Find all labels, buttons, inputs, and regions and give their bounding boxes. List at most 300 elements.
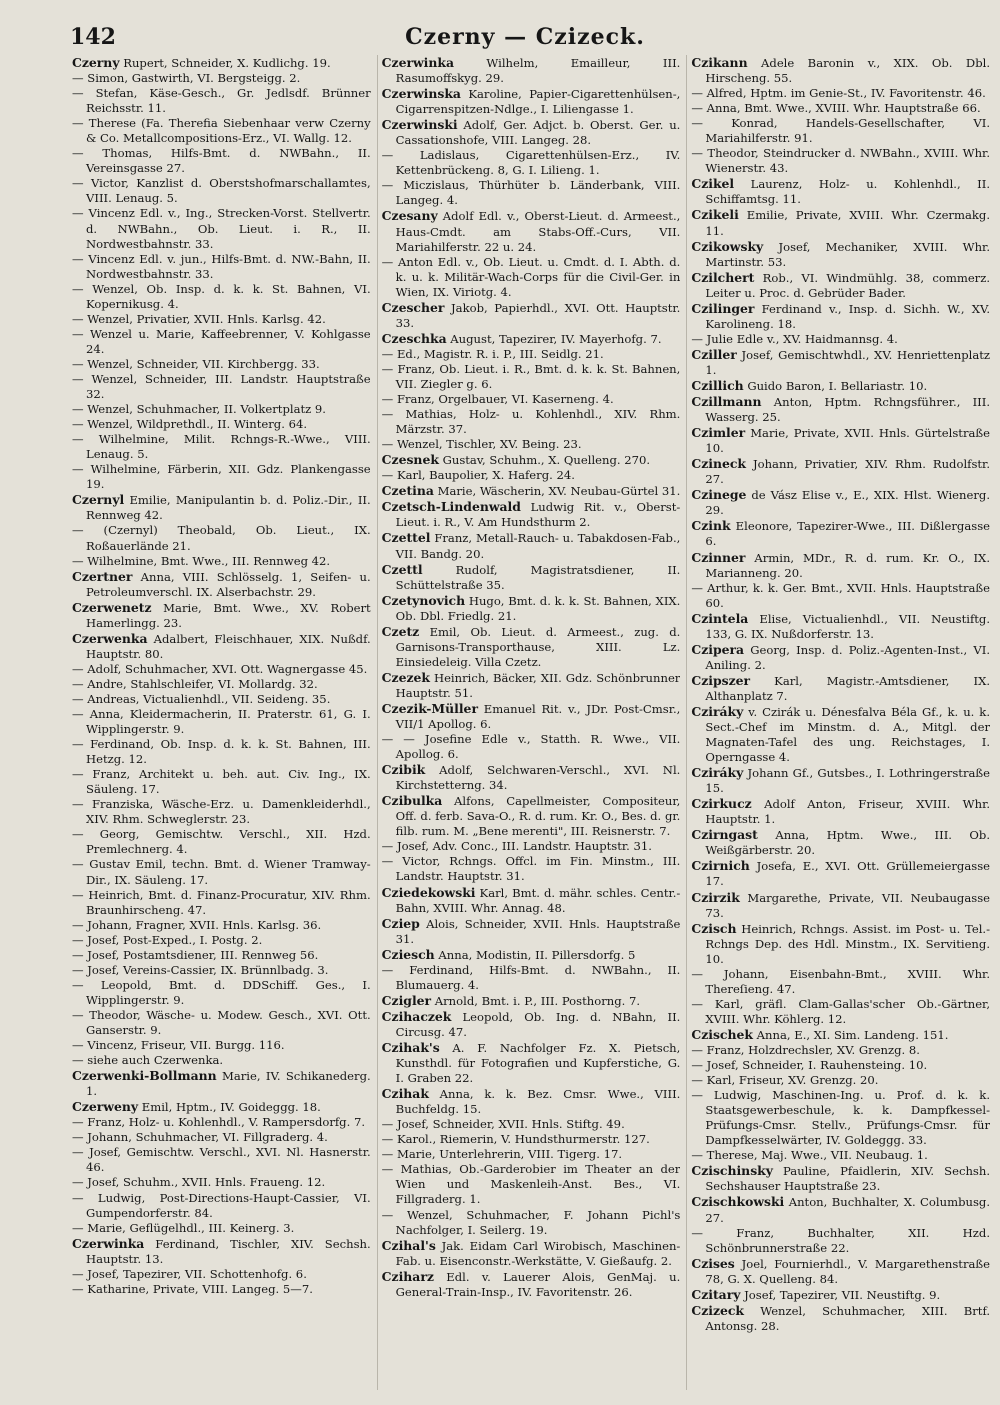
directory-entry: [382, 670, 681, 701]
directory-entry: [72, 1008, 371, 1038]
directory-entry: [691, 207, 990, 238]
entry-text: Eleonore, Tapezirer-Wwe., III. Dißlergasse 6.: [705, 519, 991, 549]
directory-entry: [382, 1162, 681, 1207]
directory-entry: [382, 1117, 681, 1132]
directory-entry: [382, 1208, 681, 1238]
entry-surname: Czetz: [381, 623, 420, 639]
directory-entry: [72, 402, 371, 417]
entry-text: Rupert, Schneider, X. Kudlichg. 19.: [123, 56, 331, 70]
directory-entry: [691, 116, 990, 146]
directory-entry: [72, 677, 371, 692]
entry-surname: Czetina: [381, 483, 434, 499]
entry-surname: Czikowsky: [691, 238, 764, 254]
entry-surname: Czernyl: [72, 492, 125, 508]
entry-text: — siehe auch Czerwenka.: [72, 1053, 224, 1068]
entry-surname: Cziep: [381, 915, 420, 931]
entry-text: — Mathias, Ob.-Garderobier im Theater an der Wien und Maskenleih-Anst. Bes., VI. Fillgraderg. 1.: [381, 1162, 681, 1207]
entry-surname: Cziedekowski: [381, 884, 476, 900]
entry-text: Guido Baron, I. Bellariastr. 10.: [747, 378, 928, 393]
entry-text: Margarethe, Private, VII. Neubaugasse 73.: [705, 890, 991, 920]
entry-text: Josef, Mechaniker, XVIII. Whr. Martinstr. 53.: [705, 239, 991, 269]
entry-text: Rudolf, Magistratsdiener, II. Schüttelstraße 35.: [395, 562, 681, 592]
entry-surname: Czettl: [381, 561, 423, 577]
entry-text: Marie, Bmt. Wwe., XV. Robert Hamerlingg. 23.: [86, 600, 371, 630]
entry-surname: Czeschka: [381, 330, 447, 346]
entry-text: — Anton Edl. v., Ob. Lieut. u. Cmdt. d. I. Abth. d. k. u. k. Militär-Wach-Corps für die Civil-Ger. in Wien, IX. Viriotg. 4.: [381, 254, 681, 299]
entry-text: Ferdinand, Tischler, XIV. Sechsh. Hauptstr. 13.: [86, 1236, 371, 1266]
entry-surname: Cziharz: [381, 1268, 434, 1284]
entry-text: — Therese, Maj. Wwe., VII. Neubaug. 1.: [691, 1148, 928, 1163]
entry-text: A. F. Nachfolger Fz. X. Pietsch, Kunsthdl. für Fotografien und Kupferstiche, G. I. Graben 22.: [395, 1041, 681, 1086]
entry-surname: Czineck: [691, 456, 746, 472]
directory-entry: [382, 392, 681, 407]
directory-entry: [382, 762, 681, 793]
page-heading: Czerny — Czizeck.: [405, 24, 645, 50]
entry-text: — Franz, Architekt u. beh. aut. Civ. Ing., IX. Säuleng. 17.: [72, 767, 371, 797]
entry-text: — Vincenz Edl. v., Ing., Strecken-Vorst. Stellvertr. d. NWBahn., Ob. Lieut. i. R., II. Nordwestbahnstr. 33.: [72, 206, 371, 251]
directory-entry: [691, 611, 990, 642]
entry-text: — Leopold, Bmt. d. DDSchiff. Ges., I. Wipplingerstr. 9.: [72, 977, 371, 1007]
directory-entry: [72, 857, 371, 887]
entry-surname: Czikeli: [691, 207, 739, 223]
entry-text: Marie, Wäscherin, XV. Neubau-Gürtel 31.: [437, 484, 681, 499]
directory-entry: [72, 631, 371, 662]
entry-text: Marie, Private, XVII. Hnls. Gürtelstraße 10.: [705, 426, 991, 456]
entry-text: — Josef, Schneider, I. Rauhensteing. 10.: [691, 1058, 928, 1073]
entry-text: — Josef, Schuhm., XVII. Hnls. Fraueng. 12.: [72, 1175, 326, 1190]
directory-entry: [382, 530, 681, 561]
entry-text: — Wenzel, Tischler, XV. Being. 23.: [381, 437, 582, 452]
directory-entry: [691, 921, 990, 967]
entry-surname: Czipszer: [691, 672, 751, 688]
entry-surname: Czescher: [381, 299, 445, 315]
directory-entry: [72, 1038, 371, 1053]
directory-entry: [691, 704, 990, 765]
entry-surname: Czerwenki-Bollmann: [72, 1068, 217, 1084]
directory-entry: [72, 417, 371, 432]
entry-surname: Czink: [691, 518, 731, 534]
directory-entry: [382, 347, 681, 362]
column-1: [72, 55, 371, 1390]
entry-text: Emilie, Private, XVIII. Whr. Czermakg. 11.: [705, 208, 991, 238]
directory-entry: [72, 737, 371, 767]
directory-entry: [72, 146, 371, 176]
directory-entry: [72, 1115, 371, 1130]
entry-text: — Anna, Bmt. Wwe., XVIII. Whr. Hauptstraße 66.: [691, 101, 981, 116]
entry-text: — Franz, Orgelbauer, VI. Kaserneng. 4.: [381, 392, 614, 407]
directory-entry: [72, 662, 371, 677]
directory-entry: [691, 1027, 990, 1043]
directory-entry: [382, 593, 681, 624]
directory-entry: [691, 550, 990, 581]
entry-text: — Ed., Magistr. R. i. P., III. Seidlg. 21.: [381, 346, 604, 361]
entry-surname: Czillich: [691, 377, 744, 393]
entry-text: Adele Baronin v., XIX. Ob. Dbl. Hirscheng. 55.: [705, 56, 991, 86]
directory-entry: [691, 487, 990, 518]
directory-entry: [382, 1040, 681, 1086]
directory-entry: [691, 239, 990, 270]
entry-text: Adolf, Ger. Adjct. b. Oberst. Ger. u. Cassationshofe, VIII. Langeg. 28.: [395, 118, 681, 148]
entry-surname: Czetsch-Lindenwald: [381, 499, 521, 515]
directory-entry: [382, 1009, 681, 1040]
entry-text: — Wenzel, Schuhmacher, II. Volkertplatz 9.: [72, 402, 326, 417]
entry-surname: Cziráky: [691, 765, 744, 781]
entry-text: Emilie, Manipulantin b. d. Poliz.-Dir., II. Rennweg 42.: [86, 493, 371, 523]
entry-text: Armin, MDr., R. d. rum. Kr. O., IX. Marianneng. 20.: [705, 550, 991, 580]
entry-text: — Anna, Kleidermacherin, II. Praterstr. 61, G. I. Wipplingerstr. 9.: [72, 707, 371, 737]
entry-text: — Johann, Fragner, XVII. Hnls. Karlsg. 36.: [72, 917, 322, 932]
entry-text: — Ferdinand, Hilfs-Bmt. d. NWBahn., II. Blumauerg. 4.: [381, 962, 681, 992]
directory-entry: [382, 499, 681, 530]
entry-text: — Johann, Eisenbahn-Bmt., XVIII. Whr. Thereſieng. 47.: [691, 966, 991, 996]
entry-text: — Wenzel, Schneider, III. Landstr. Hauptstraße 32.: [72, 371, 371, 402]
entry-surname: Czerwinka: [72, 1235, 145, 1251]
entry-text: — Ladislaus, Cigarettenhülsen-Erz., IV. Kettenbrückeng. 8, G. I. Lilieng. 1.: [381, 148, 681, 178]
directory-entry: [382, 839, 681, 854]
directory-entry: [72, 1130, 371, 1145]
entry-text: — Josef, Postamtsdiener, III. Rennweg 56.: [72, 947, 319, 962]
directory-entry: [382, 117, 681, 148]
entry-text: Arnold, Bmt. i. P., III. Posthorng. 7.: [434, 993, 641, 1008]
entry-surname: Czerweny: [72, 1099, 139, 1115]
directory-entry: [691, 301, 990, 332]
entry-text: Adolf Edl. v., Oberst-Lieut. d. Armeest., Haus-Cmdt. am Stabs-Off.-Curs, VII. Mariahilferstr. 22 u. 24.: [395, 209, 681, 254]
entry-text: — Wilhelmine, Bmt. Wwe., III. Rennweg 42.: [72, 553, 331, 568]
entry-text: — — Josefine Edle v., Statth. R. Wwe., VII. Apollog. 6.: [381, 732, 681, 762]
entry-text: — Heinrich, Bmt. d. Finanz-Procuratur, XIV. Rhm. Braunhirscheng. 47.: [72, 887, 371, 917]
entry-text: — Wenzel, Ob. Insp. d. k. k. St. Bahnen, VI. Kopernikusg. 4.: [72, 281, 371, 311]
entry-text: Gustav, Schuhm., X. Quelleng. 270.: [442, 453, 651, 468]
entry-text: — Marie, Unterlehrerin, VIII. Tigerg. 17.: [381, 1147, 623, 1162]
directory-entry: [382, 331, 681, 347]
entry-surname: Czischinsky: [691, 1163, 773, 1179]
entry-text: Leopold, Ob. Ing. d. NBahn, II. Circusg. 47.: [395, 1009, 681, 1039]
directory-entry: [72, 1221, 371, 1236]
directory-entry: [382, 1269, 681, 1300]
page-header: [70, 18, 980, 52]
entry-text: — Andreas, Victualienhdl., VII. Seideng. 35.: [72, 691, 331, 706]
entry-text: — Adolf, Schuhmacher, XVI. Ott. Wagnergasse 45.: [72, 661, 368, 676]
directory-entry: [691, 270, 990, 301]
directory-entry: [72, 1175, 371, 1190]
directory-entry: [382, 1147, 681, 1162]
entry-text: Franz, Metall-Rauch- u. Tabakdosen-Fab., VII. Bandg. 20.: [395, 531, 681, 561]
entry-text: Johann Gf., Gutsbes., I. Lothringerstraße 15.: [705, 766, 991, 796]
entry-surname: Czettel: [381, 530, 431, 546]
entry-text: — (Czernyl) Theobald, Ob. Lieut., IX. Roßauerlände 21.: [72, 523, 371, 553]
directory-entry: [691, 1226, 990, 1256]
entry-text: Alfons, Capellmeister, Compositeur, Off. d. ferb. Sava-O., R. d. rum. Kr. O., Bes. d. gr. filb. rum. M. „Bene merenti", III. Reisnerstr. 7.: [395, 794, 681, 839]
directory-entry: [72, 600, 371, 631]
directory-entry: [691, 673, 990, 704]
directory-entry: [72, 312, 371, 327]
column-3: [686, 55, 990, 1390]
entry-text: Emil, Hptm., IV. Goideggg. 18.: [141, 1100, 321, 1115]
entry-surname: Czinege: [691, 487, 747, 503]
entry-surname: Cziller: [691, 346, 737, 362]
entry-surname: Czihak: [381, 1086, 429, 1102]
directory-entry: [382, 255, 681, 300]
directory-entry: [691, 967, 990, 997]
directory-entry: [72, 357, 371, 372]
entry-surname: Czikel: [691, 176, 735, 192]
directory-entry: [72, 978, 371, 1008]
entry-surname: Czerwenka: [72, 630, 148, 646]
entry-surname: Czizeck: [691, 1302, 744, 1318]
entry-surname: Czillmann: [691, 394, 762, 410]
directory-entry: [382, 1086, 681, 1117]
entry-surname: Cziesch: [381, 946, 435, 962]
entry-text: de Vász Elise v., E., XIX. Hlst. Wienerg. 29.: [705, 488, 991, 518]
directory-entry: [72, 888, 371, 918]
entry-surname: Czesnek: [381, 452, 439, 468]
entry-text: Adolf Anton, Friseur, XVIII. Whr. Hauptstr. 1.: [705, 797, 991, 827]
directory-entry: [382, 793, 681, 839]
directory-entry: [72, 797, 371, 827]
entry-text: Wenzel, Schuhmacher, XIII. Brtf. Antonsg. 28.: [705, 1303, 991, 1333]
entry-text: — Josef, Vereins-Cassier, IX. Brünnlbadg. 3.: [72, 962, 329, 977]
entry-text: — Andre, Stahlschleifer, VI. Mollardg. 32.: [72, 676, 318, 691]
directory-entry: [691, 1303, 990, 1334]
entry-text: — Victor, Rchngs. Offcl. im Fin. Minstm., III. Landstr. Hauptstr. 31.: [381, 854, 681, 884]
directory-entry: [72, 372, 371, 402]
directory-entry: [72, 55, 371, 71]
directory-entry: [382, 300, 681, 331]
entry-surname: Czerwinska: [381, 86, 461, 102]
directory-entry: [382, 483, 681, 499]
directory-entry: [382, 86, 681, 117]
directory-entry: [72, 692, 371, 707]
directory-entry: [382, 885, 681, 916]
directory-entry: [691, 456, 990, 487]
entry-surname: Czilinger: [691, 300, 755, 316]
directory-entry: [72, 1236, 371, 1267]
directory-entry: [382, 407, 681, 437]
entry-text: Anna, E., XI. Sim. Landeng. 151.: [756, 1027, 949, 1042]
entry-text: — Vincenz Edl. v. jun., Hilfs-Bmt. d. NW.-Bahn, II. Nordwestbahnstr. 33.: [72, 251, 371, 281]
directory-entry: [382, 1132, 681, 1147]
directory-entry: [691, 642, 990, 673]
directory-entry: [691, 858, 990, 889]
entry-surname: Czimler: [691, 425, 746, 441]
entry-surname: Czitary: [691, 1286, 741, 1302]
entry-text: Marie, IV. Schikanederg. 1.: [86, 1069, 371, 1099]
directory-entry: [691, 1287, 990, 1303]
column-2: [377, 55, 681, 1390]
directory-entry: [691, 1043, 990, 1058]
directory-columns: [72, 55, 990, 1390]
entry-text: Jak. Eidam Carl Wirobisch, Maschinen-Fab. u. Eisenconstr.-Werkstätte, V. Gießaufg. 2.: [395, 1238, 681, 1268]
directory-entry: [691, 176, 990, 207]
entry-text: — Josef, Adv. Conc., III. Landstr. Hauptstr. 31.: [381, 839, 652, 854]
directory-entry: [382, 468, 681, 483]
directory-entry: [72, 948, 371, 963]
entry-text: — Karl, Friseur, XV. Grenzg. 20.: [691, 1073, 879, 1088]
entry-surname: Czerny: [72, 55, 120, 70]
directory-entry: [691, 378, 990, 394]
directory-entry: [691, 827, 990, 858]
directory-entry: [691, 1194, 990, 1225]
entry-text: Georg, Insp. d. Poliz.-Agenten-Inst., VI. Aniling. 2.: [705, 642, 991, 672]
directory-entry: [691, 890, 990, 921]
directory-entry: [72, 116, 371, 146]
entry-text: — Julie Edle v., XV. Haidmannsg. 4.: [691, 331, 898, 346]
directory-entry: [382, 854, 681, 884]
directory-entry: [691, 101, 990, 116]
entry-text: Heinrich, Rchngs. Assist. im Post- u. Tel.-Rchngs Dep. des Hdl. Minstm., IX. Servitieng. 10.: [705, 921, 991, 966]
directory-entry: [382, 701, 681, 732]
directory-entry: [72, 963, 371, 978]
entry-text: — Therese (Fa. Therefia Siebenhaar verw Czerny & Co. Metallcompositions-Erz., VI. Wallg. 12.: [72, 116, 371, 146]
entry-surname: Czinner: [691, 549, 746, 565]
directory-entry: [691, 765, 990, 796]
entry-text: — Franz, Buchhalter, XII. Hzd. Schönbrunnerstraße 22.: [691, 1225, 991, 1255]
entry-surname: Czerwinski: [381, 117, 458, 133]
entry-text: Jakob, Papierhdl., XVI. Ott. Hauptstr. 33.: [395, 300, 681, 330]
entry-text: — Wenzel, Wildprethdl., II. Winterg. 64.: [72, 417, 308, 432]
directory-entry: [72, 569, 371, 600]
directory-entry: [72, 282, 371, 312]
entry-surname: Czezek: [381, 669, 430, 685]
entry-surname: Czipera: [691, 641, 745, 657]
entry-text: Karl, Bmt. d. mähr. schles. Centr.-Bahn, XVIII. Whr. Annag. 48.: [395, 885, 681, 915]
entry-text: — Theodor, Wäsche- u. Modew. Gesch., XVI. Ott. Ganserstr. 9.: [72, 1007, 371, 1037]
entry-text: — Josef, Gemischtw. Verschl., XVI. Nl. Hasnerstr. 46.: [72, 1145, 371, 1175]
entry-surname: Czirkucz: [691, 796, 752, 812]
directory-entry: [382, 208, 681, 254]
entry-text: — Franziska, Wäsche-Erz. u. Damenkleiderhdl., XIV. Rhm. Schweglerstr. 23.: [72, 797, 371, 827]
entry-text: — Franz, Ob. Lieut. i. R., Bmt. d. k. k. St. Bahnen, VII. Ziegler g. 6.: [381, 361, 681, 391]
directory-entry: [72, 1068, 371, 1099]
entry-text: — Josef, Post-Exped., I. Postg. 2.: [72, 932, 263, 947]
entry-text: v. Czirák u. Dénesfalva Béla Gf., k. u. k. Sect.-Chef im Minstm. d. A., Mitgl. der Magnaten-Tafel des ung. Reichstages, I. Operngasse 4.: [705, 704, 991, 765]
directory-entry: [691, 1256, 990, 1287]
entry-text: Anna, Hptm. Wwe., III. Ob. Weißgärberstr. 20.: [705, 828, 991, 858]
entry-text: — Josef, Schneider, XVII. Hnls. Stiftg. 49.: [381, 1117, 625, 1132]
entry-surname: Czirzik: [691, 889, 740, 905]
entry-surname: Czises: [691, 1255, 735, 1271]
entry-text: — Ludwig, Post-Directions-Haupt-Cassier, VI. Gumpendorferstr. 84.: [72, 1190, 371, 1220]
entry-text: Wilhelm, Emailleur, III. Rasumoffskyg. 29.: [395, 56, 681, 86]
entry-text: Adalbert, Fleischhauer, XIX. Nußdf. Hauptstr. 80.: [86, 631, 371, 661]
directory-entry: [72, 918, 371, 933]
entry-text: — Marie, Geflügelhdl., III. Keinerg. 3.: [72, 1220, 295, 1235]
entry-text: — Victor, Kanzlist d. Oberstshofmarschallamtes, VIII. Lenaug. 5.: [72, 176, 371, 206]
entry-text: — Wenzel, Schuhmacher, F. Johann Pichl's Nachfolger, I. Seilerg. 19.: [381, 1207, 681, 1237]
entry-text: Anna, k. k. Bez. Cmsr. Wwe., VIII. Buchfeldg. 15.: [395, 1087, 681, 1117]
directory-entry: [382, 362, 681, 392]
directory-entry: [72, 827, 371, 857]
entry-text: Ludwig Rit. v., Oberst-Lieut. i. R., V. Am Hundsthurm 2.: [395, 500, 681, 530]
directory-entry: [382, 947, 681, 963]
entry-text: Hugo, Bmt. d. k. k. St. Bahnen, XIX. Ob. Dbl. Friedlg. 21.: [395, 593, 681, 623]
entry-text: Adolf, Selchwaren-Verschl., XVI. Nl. Kirchstetterng. 34.: [395, 763, 681, 793]
entry-surname: Czihaczek: [381, 1008, 452, 1024]
directory-entry: [382, 963, 681, 993]
entry-surname: Czerwenetz: [72, 599, 152, 615]
entry-surname: Czezik-Müller: [381, 700, 478, 716]
entry-surname: Czilchert: [691, 269, 755, 285]
directory-entry: [72, 554, 371, 569]
directory-entry: [691, 55, 990, 86]
directory-entry: [72, 1053, 371, 1068]
entry-text: — Thomas, Hilfs-Bmt. d. NWBahn., II. Vereinsgasse 27.: [72, 146, 371, 176]
directory-entry: [72, 327, 371, 357]
directory-entry: [72, 86, 371, 116]
entry-text: Josefa, E., XVI. Ott. Grüllemeiergasse 17.: [705, 859, 991, 889]
entry-text: — Alfred, Hptm. im Genie-St., IV. Favoritenstr. 46.: [691, 86, 986, 101]
entry-text: Elise, Victualienhdl., VII. Neustiftg. 133, G. IX. Nußdorferstr. 13.: [705, 611, 991, 641]
entry-surname: Czihal's: [381, 1237, 436, 1253]
directory-entry: [382, 732, 681, 762]
directory-entry: [691, 425, 990, 456]
entry-text: — Wilhelmine, Milit. Rchngs-R.-Wwe., VIII. Lenaug. 5.: [72, 432, 371, 462]
entry-text: — Ludwig, Maschinen-Ing. u. Prof. d. k. k. Staatsgewerbeschule, k. k. Dampfkessel-Prüfungs-Cmsr. Stellv., Prüfungs-Cmsr. für Dampfkesselwärter, IV. Goldeggg. 33.: [691, 1088, 991, 1148]
entry-surname: Czibulka: [381, 793, 443, 809]
entry-text: Karoline, Papier-Cigarettenhülsen-, Cigarrenspitzen-Ndlge., I. Liliengasse 1.: [395, 87, 681, 117]
entry-surname: Czesany: [381, 208, 438, 224]
directory-entry: [382, 916, 681, 947]
entry-text: Josef, Gemischtwhdl., XV. Henriettenplatz 1.: [705, 347, 991, 377]
entry-text: Heinrich, Bäcker, XII. Gdz. Schönbrunner Hauptstr. 51.: [395, 670, 681, 700]
entry-text: — Gustav Emil, techn. Bmt. d. Wiener Tramway-Dir., IX. Säuleng. 17.: [72, 857, 371, 887]
directory-entry: [72, 432, 371, 462]
entry-text: — Karol., Riemerin, V. Hundsthurmerstr. 127.: [381, 1132, 650, 1147]
directory-entry: [382, 562, 681, 593]
directory-entry: [691, 146, 990, 176]
entry-surname: Czisch: [691, 920, 737, 936]
entry-text: Pauline, Pfaidlerin, XIV. Sechsh. Sechshauser Hauptstraße 23.: [705, 1164, 991, 1194]
entry-surname: Cziráky: [691, 703, 744, 719]
directory-entry: [382, 452, 681, 468]
entry-surname: Czikann: [691, 55, 748, 70]
entry-text: — Karl, gräfl. Clam-Gallas'scher Ob.-Gärtner, XVIII. Whr. Köhlerg. 12.: [691, 996, 991, 1026]
directory-entry: [72, 462, 371, 492]
directory-entry: [72, 707, 371, 737]
entry-surname: Czischek: [691, 1026, 753, 1042]
entry-surname: Czetynovich: [381, 592, 466, 608]
directory-entry: [382, 993, 681, 1009]
page-number: 142: [70, 24, 116, 50]
entry-text: Edl. v. Lauerer Alois, GenMaj. u. General-Train-Insp., IV. Favoritenstr. 26.: [395, 1269, 681, 1299]
entry-text: — Georg, Gemischtw. Verschl., XII. Hzd. Premlechnerg. 4.: [72, 827, 371, 857]
directory-entry: [691, 1073, 990, 1088]
directory-entry: [691, 1148, 990, 1163]
entry-text: Josef, Tapezirer, VII. Neustiftg. 9.: [744, 1287, 941, 1302]
entry-text: — Arthur, k. k. Ger. Bmt., XVII. Hnls. Hauptstraße 60.: [691, 580, 991, 610]
directory-entry: [72, 176, 371, 206]
entry-text: Alois, Schneider, XVII. Hnls. Hauptstraße 31.: [395, 916, 681, 946]
entry-surname: Czihak's: [381, 1040, 440, 1055]
directory-entry: [382, 148, 681, 178]
entry-text: — Wenzel u. Marie, Kaffeebrenner, V. Kohlgasse 24.: [72, 326, 371, 356]
directory-entry: [691, 1163, 990, 1194]
directory-entry: [72, 252, 371, 282]
entry-text: — Franz, Holz- u. Kohlenhdl., V. Rampersdorfg. 7.: [72, 1115, 366, 1130]
entry-text: Emanuel Rit. v., JDr. Post-Cmsr., VII/1 Apollog. 6.: [395, 701, 681, 732]
directory-entry: [382, 437, 681, 452]
directory-entry: [72, 523, 371, 553]
directory-entry: [382, 624, 681, 670]
entry-text: Karl, Magistr.-Amtsdiener, IX. Althanplatz 7.: [705, 673, 991, 703]
entry-text: — Johann, Schuhmacher, VI. Fillgraderg. 4.: [72, 1130, 328, 1145]
directory-entry: [691, 1088, 990, 1148]
directory-entry: [382, 178, 681, 208]
entry-text: Emil, Ob. Lieut. d. Armeest., zug. d. Garnisons-Transporthause, XIII. Lz. Einsiedeleig. Villa Czetz.: [395, 624, 681, 669]
directory-entry: [691, 997, 990, 1027]
directory-entry: [691, 1058, 990, 1073]
entry-surname: Czintela: [691, 610, 749, 626]
